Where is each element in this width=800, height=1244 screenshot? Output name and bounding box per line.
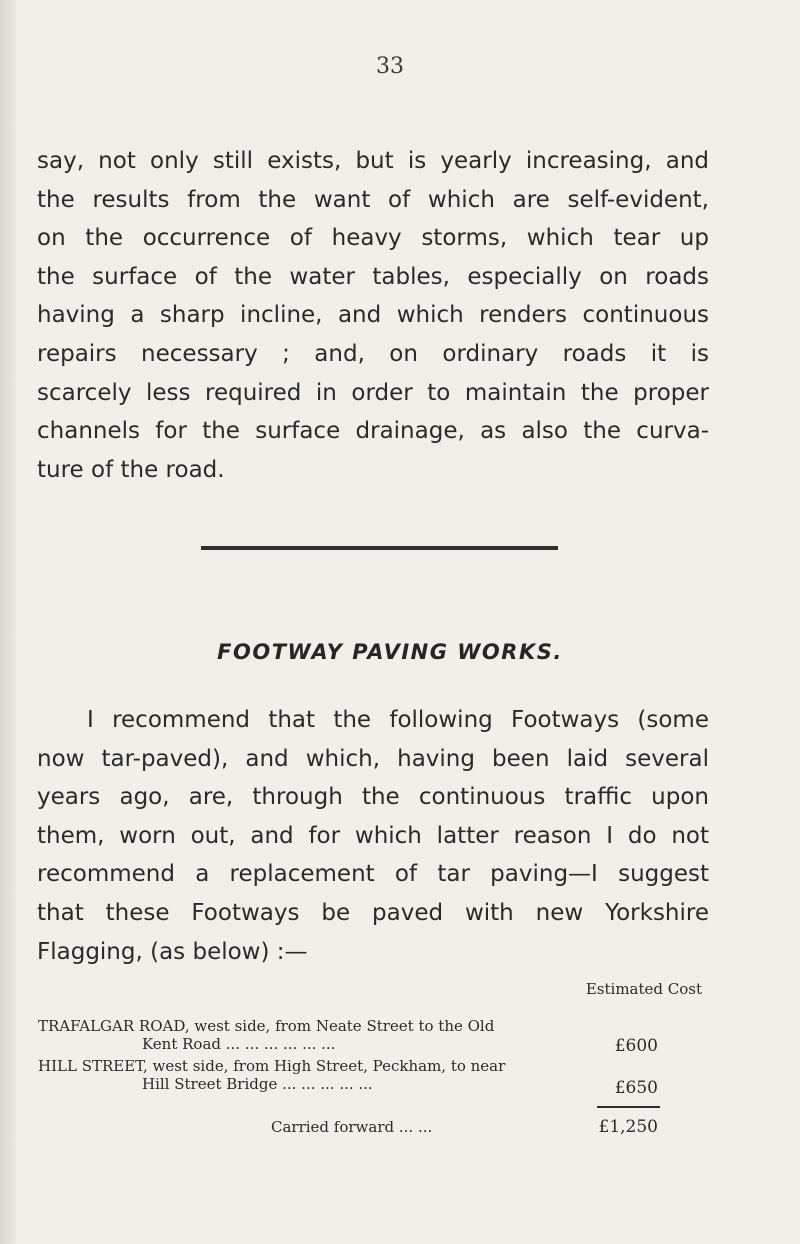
section-heading: FOOTWAY PAVING WORKS. bbox=[217, 640, 563, 664]
text-line: say, not only still exists, but is yearly increasing, and bbox=[37, 148, 709, 174]
text-line: channels for the surface drainage, as also the curva- bbox=[37, 418, 709, 445]
text-line: recommend a replacement of tar paving—I suggest bbox=[37, 861, 709, 888]
cost-column-header: Estimated Cost bbox=[585, 980, 702, 998]
text-line: repairs necessary ; and, on ordinary roads it is bbox=[37, 340, 709, 367]
cost-row bbox=[38, 1017, 658, 1056]
page-edge-shadow bbox=[0, 0, 16, 1244]
sum-rule bbox=[597, 1106, 660, 1108]
text-line: Flagging, (as below) :— bbox=[37, 938, 308, 965]
text-line: ture of the road. bbox=[37, 456, 225, 483]
cost-row-description: HILL STREET, west side, from High Street, Peckham, to near bbox=[38, 1057, 506, 1075]
cost-row bbox=[38, 1057, 658, 1098]
text-line: I recommend that the following Footways (some bbox=[87, 707, 709, 733]
paragraph-drainage bbox=[37, 142, 709, 489]
text-line: having a sharp incline, and which renders continuous bbox=[37, 302, 709, 329]
text-line: years ago, are, through the continuous traffic upon bbox=[37, 784, 709, 811]
carried-forward-label: Carried forward ... ... bbox=[271, 1118, 433, 1136]
text-line: the surface of the water tables, especially on roads bbox=[37, 263, 709, 290]
cost-row-description-continued: Kent Road ... ... ... ... ... ... bbox=[142, 1035, 336, 1053]
text-line: scarcely less required in order to maintain the proper bbox=[37, 379, 709, 406]
paragraph-recommendation bbox=[37, 701, 709, 971]
carried-forward-amount: £1,250 bbox=[598, 1117, 658, 1137]
cost-row-description: TRAFALGAR ROAD, west side, from Neate Street to the Old bbox=[38, 1017, 495, 1035]
text-line: them, worn out, and for which latter reason I do not bbox=[37, 822, 709, 849]
cost-row-amount: £600 bbox=[614, 1036, 658, 1056]
page-number: 33 bbox=[376, 54, 404, 79]
text-line: that these Footways be paved with new Yorkshire bbox=[37, 899, 709, 926]
carried-forward-row bbox=[271, 1118, 658, 1136]
cost-row-description-continued: Hill Street Bridge ... ... ... ... ... bbox=[142, 1075, 373, 1093]
text-line: on the occurrence of heavy storms, which tear up bbox=[37, 225, 709, 252]
text-line: the results from the want of which are self-evident, bbox=[37, 186, 709, 213]
text-line: now tar-paved), and which, having been laid several bbox=[37, 745, 709, 772]
cost-row-amount: £650 bbox=[614, 1078, 658, 1098]
section-divider bbox=[201, 546, 558, 550]
